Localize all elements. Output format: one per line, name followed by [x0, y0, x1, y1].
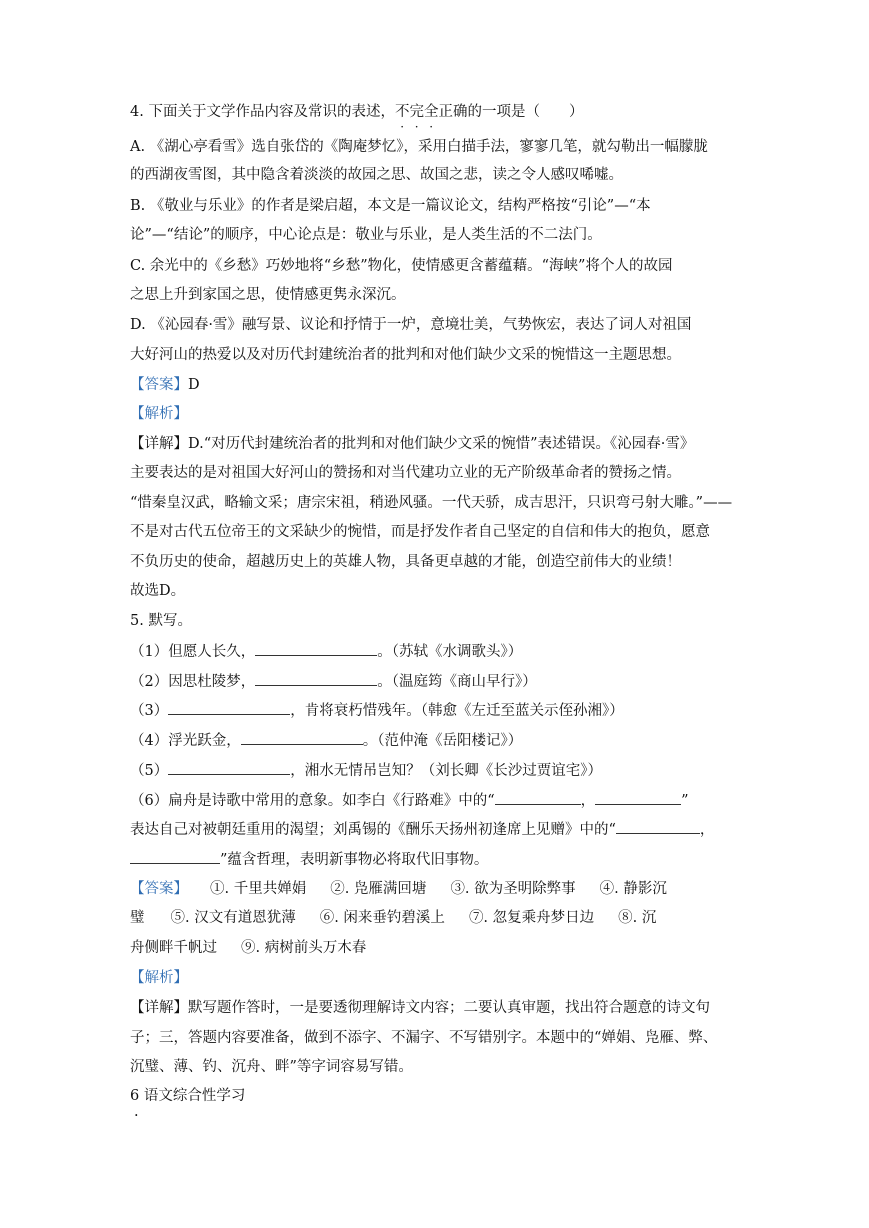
q4-option-a: A. 《湖心亭看雪》选自张岱的《陶庵梦忆》，采用白描手法，寥寥几笔，就勾勒出一幅朦胧	[130, 139, 708, 155]
q4-stem: 4. 下面关于文学作品内容及常识的表述，不完全正确的一项是（ ）	[130, 104, 584, 120]
q5-detail-2: 子；三，答题内容要准备，做到不添字、不漏字、不写错别字。本题中的“婵娟、凫雁、弊、	[130, 1030, 718, 1046]
fill-blank	[130, 849, 220, 864]
fill-blank	[241, 730, 363, 745]
detail-label: 【详解】	[130, 436, 188, 452]
emphasis-char: 完	[409, 104, 424, 120]
q4-analysis-label: 【解析】	[130, 406, 188, 422]
q5-item-6: （6）扁舟是诗歌中常用的意象。如李白《行路难》中的“ ， ”	[130, 790, 689, 811]
fill-blank	[255, 641, 377, 656]
q5-item-5: （5） ，湘水无情吊岂知？（刘长卿《长沙过贾谊宅》）	[130, 760, 602, 781]
q4-detail-6: 故选D。	[130, 583, 186, 599]
q4-detail-5: 不负历史的使命，超越历史上的英雄人物，具备更卓越的才能，创造空前伟大的业绩！	[130, 554, 681, 570]
q5-item-4: （4）浮光跃金， 。（范仲淹《岳阳楼记》）	[130, 730, 522, 751]
fill-blank	[168, 700, 290, 715]
emphasis-char: 不	[394, 104, 410, 120]
q4-option-d: D. 《沁园春·雪》融写景、议论和抒情于一炉，意境壮美，气势恢宏，表达了词人对祖国	[130, 317, 692, 333]
fill-blank	[168, 760, 290, 775]
q5-item-6-cont: 表达自己对被朝廷重用的渴望；刘禹锡的《酬乐天扬州初逢席上见赠》中的“ ，	[130, 819, 714, 840]
q4-option-c-cont: 之思上升到家国之思，使情感更隽永深沉。	[130, 287, 406, 303]
q4-detail-3: “惜秦皇汉武，略输文采；唐宗宋祖，稍逊风骚。一代天骄，成吉思汗，只识弯弓射大雕。”——	[130, 495, 733, 511]
q5-detail-3: 沉璧、薄、钓、沉舟、畔”等字词容易写错。	[130, 1059, 413, 1075]
emphasis-char: 全	[423, 104, 439, 120]
q5-answer-line-1: 【答案】 ①. 千里共婵娟 ②. 凫雁满回塘 ③. 欲为圣明除弊事 ④. 静影沉	[130, 881, 667, 897]
answer-label: 【答案】	[130, 881, 188, 897]
answer-value: D	[188, 377, 200, 393]
q5-analysis-label: 【解析】	[130, 970, 188, 986]
q4-detail-4: 不是对古代五位帝王的文采缺少的惋惜，而是抒发作者自己坚定的自信和伟大的抱负，愿意	[130, 524, 710, 540]
q4-detail-2: 主要表达的是对祖国大好河山的赞扬和对当代建功立业的无产阶级革命者的赞扬之情。	[130, 465, 681, 481]
q5-stem: 5. 默写。	[130, 613, 192, 629]
q5-detail: 【详解】默写题作答时，一是要透彻理解诗文内容；二要认真审题，找出符合题意的诗文句	[130, 1000, 710, 1016]
fill-blank	[595, 790, 681, 805]
q4-option-d-cont: 大好河山的热爱以及对历代封建统治者的批判和对他们缺少文采的惋惜这一主题思想。	[130, 347, 681, 363]
q5-item-3: （3） ，肯将衰朽惜残年。（韩愈《左迁至蓝关示侄孙湘》）	[130, 700, 624, 721]
fill-blank	[255, 671, 377, 686]
q4-option-b-cont: 论”—“结论”的顺序，中心论点是：敬业与乐业，是人类生活的不二法门。	[130, 227, 602, 243]
q5-item-2: （2）因思杜陵梦， 。（温庭筠《商山早行》）	[130, 671, 537, 692]
fill-blank	[495, 790, 581, 805]
q6-mark: ·	[134, 1108, 139, 1124]
q4-answer	[130, 375, 200, 395]
q4-option-a-cont: 的西湖夜雪图，其中隐含着淡淡的故园之思、故国之悲，读之令人感叹唏嘘。	[130, 167, 623, 183]
q5-answer-line-3: 舟侧畔千帆过 ⑨. 病树前头万木春	[130, 940, 367, 956]
answer-label: 【答案】	[130, 377, 188, 393]
detail-label: 【详解】	[130, 1000, 188, 1016]
q6-stem: 6 语文综合性学习	[130, 1088, 246, 1104]
q4-detail: 【详解】D.“对历代封建统治者的批判和对他们缺少文采的惋惜”表述错误。《沁园春·雪》	[130, 436, 695, 452]
q5-item-1: （1）但愿人长久， 。（苏轼《水调歌头》）	[130, 641, 522, 662]
fill-blank	[616, 819, 700, 834]
q4-option-b: B. 《敬业与乐业》的作者是梁启超，本文是一篇议论文，结构严格按“引论”—“本	[130, 198, 651, 214]
q5-item-6-cont2: ”蕴含哲理，表明新事物必将取代旧事物。	[130, 849, 488, 870]
q4-option-c: C. 余光中的《乡愁》巧妙地将“乡愁”物化，使情感更含蓄蕴藉。“海峡”将个人的故园	[130, 258, 673, 274]
q5-answer-line-2: 璧 ⑤. 汉文有道恩犹薄 ⑥. 闲来垂钓碧溪上 ⑦. 忽复乘舟梦日边 ⑧. 沉	[130, 910, 657, 926]
